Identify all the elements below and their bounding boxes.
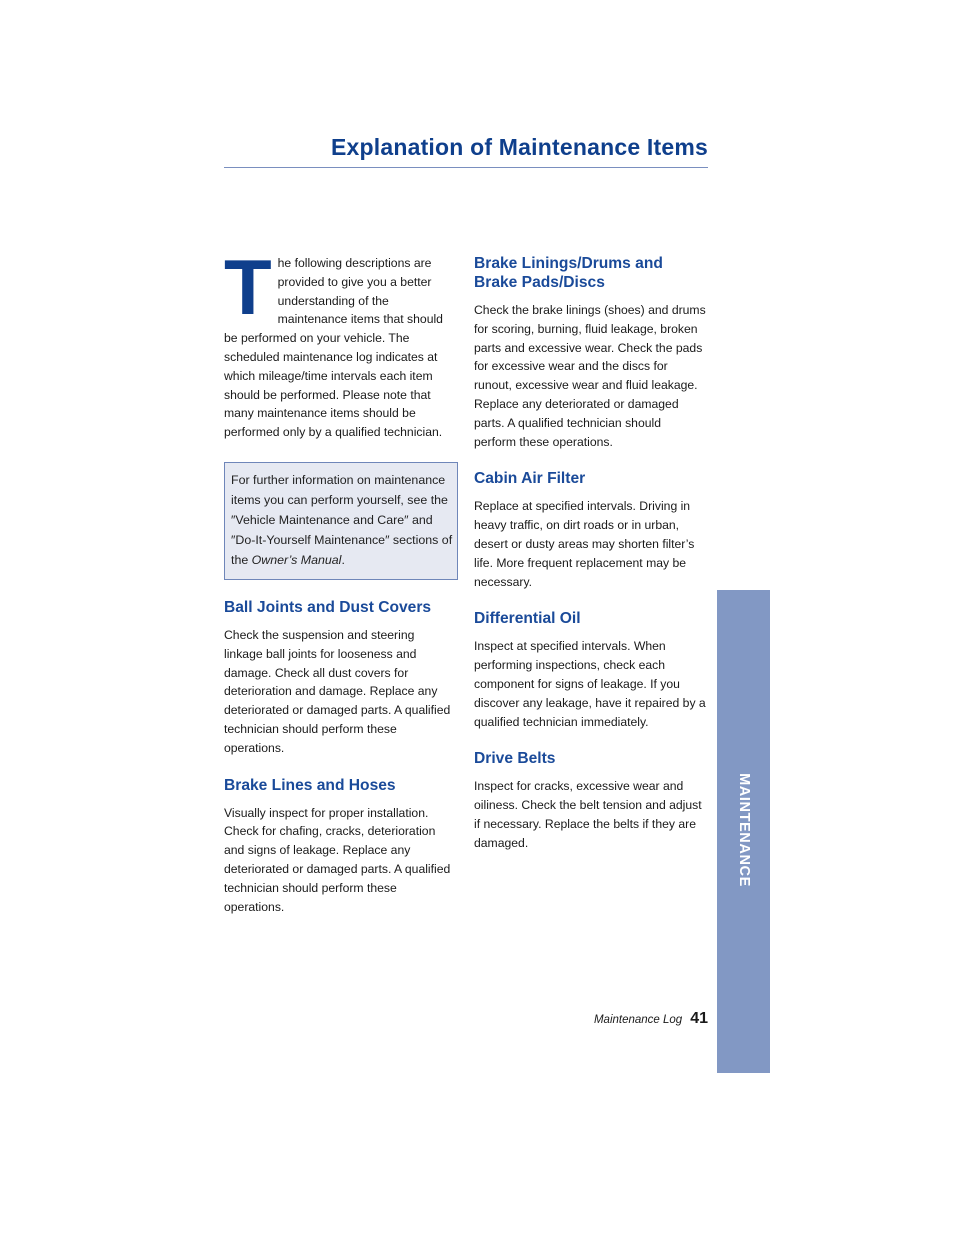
drop-cap: T xyxy=(224,243,272,331)
page-title: Explanation of Maintenance Items xyxy=(330,134,708,160)
section-heading-ball-joints: Ball Joints and Dust Covers xyxy=(224,598,432,616)
page-number: 41 xyxy=(690,1010,708,1027)
side-tab-label-wrapper xyxy=(717,0,770,1242)
left-column xyxy=(224,243,456,916)
section-heading-cabin-air-filter: Cabin Air Filter xyxy=(474,470,586,488)
right-column xyxy=(474,254,706,853)
section-body-ball-joints: Check the suspension and steering linkage ball joints for looseness and damage. Check all dust covers for deterioration and damage. Replace any deteriorated or damaged parts. A qualified technician should perform these operations. xyxy=(224,627,451,755)
section-body-drive-belts: Inspect for cracks, excessive wear and oiliness. Check the belt tension and adjust if necessary. Replace the belts if they are damaged. xyxy=(474,779,702,850)
footer-label: Maintenance Log xyxy=(593,1014,683,1026)
intro-paragraph xyxy=(224,243,456,442)
section-body-cabin-air-filter: Replace at specified intervals. Driving in heavy traffic, on dirt roads or in urban, desert or dusty areas may shorten filter’s life. More frequent replacement may be necessary. xyxy=(474,499,695,589)
info-box-text-before: For further information on maintenance items you can perform yourself, see the ″Vehicle Maintenance and Care″ and ″Do-It-Yourself Maintenance″ sections of the xyxy=(231,472,453,567)
owners-manual-reference: Owner’s Manual xyxy=(251,552,342,567)
info-box xyxy=(224,462,458,580)
section-heading-drive-belts: Drive Belts xyxy=(474,750,556,768)
section-body-differential-oil: Inspect at specified intervals. When performing inspections, check each component for signs of leakage. If you discover any leakage, have it repaired by a qualified technician immediately. xyxy=(474,639,706,729)
section-heading-brake-linings: Brake Linings/Drums and Brake Pads/Discs xyxy=(474,255,663,291)
info-box-text xyxy=(231,470,455,570)
title-divider xyxy=(224,167,708,168)
section-heading-differential-oil: Differential Oil xyxy=(474,610,581,628)
info-box-text-after: . xyxy=(341,552,345,567)
section-body-brake-linings: Check the brake linings (shoes) and drums for scoring, burning, fluid leakage, broken parts and excessive wear. Check the pads for excessive wear and the discs for runout, excessive wear and fluid leakage. Replace any deteriorated or damaged parts. A qualified technician should perform these operations. xyxy=(474,303,706,449)
side-tab-label: MAINTENANCE xyxy=(735,773,752,887)
intro-text: he following descriptions are provided to give you a better understanding of the maintenance items that should be performed on your vehicle. The scheduled maintenance log indicates at which mileage/time intervals each item should be performed. Please note that many maintenance items should be performed only by a qualified technician. xyxy=(224,256,443,440)
section-heading-brake-lines: Brake Lines and Hoses xyxy=(224,776,396,794)
footer xyxy=(540,1010,708,1028)
section-body-brake-lines: Visually inspect for proper installation. Check for chafing, cracks, deterioration and signs of leakage. Replace any deteriorated or damaged parts. A qualified technician should perform these operations. xyxy=(224,805,451,914)
